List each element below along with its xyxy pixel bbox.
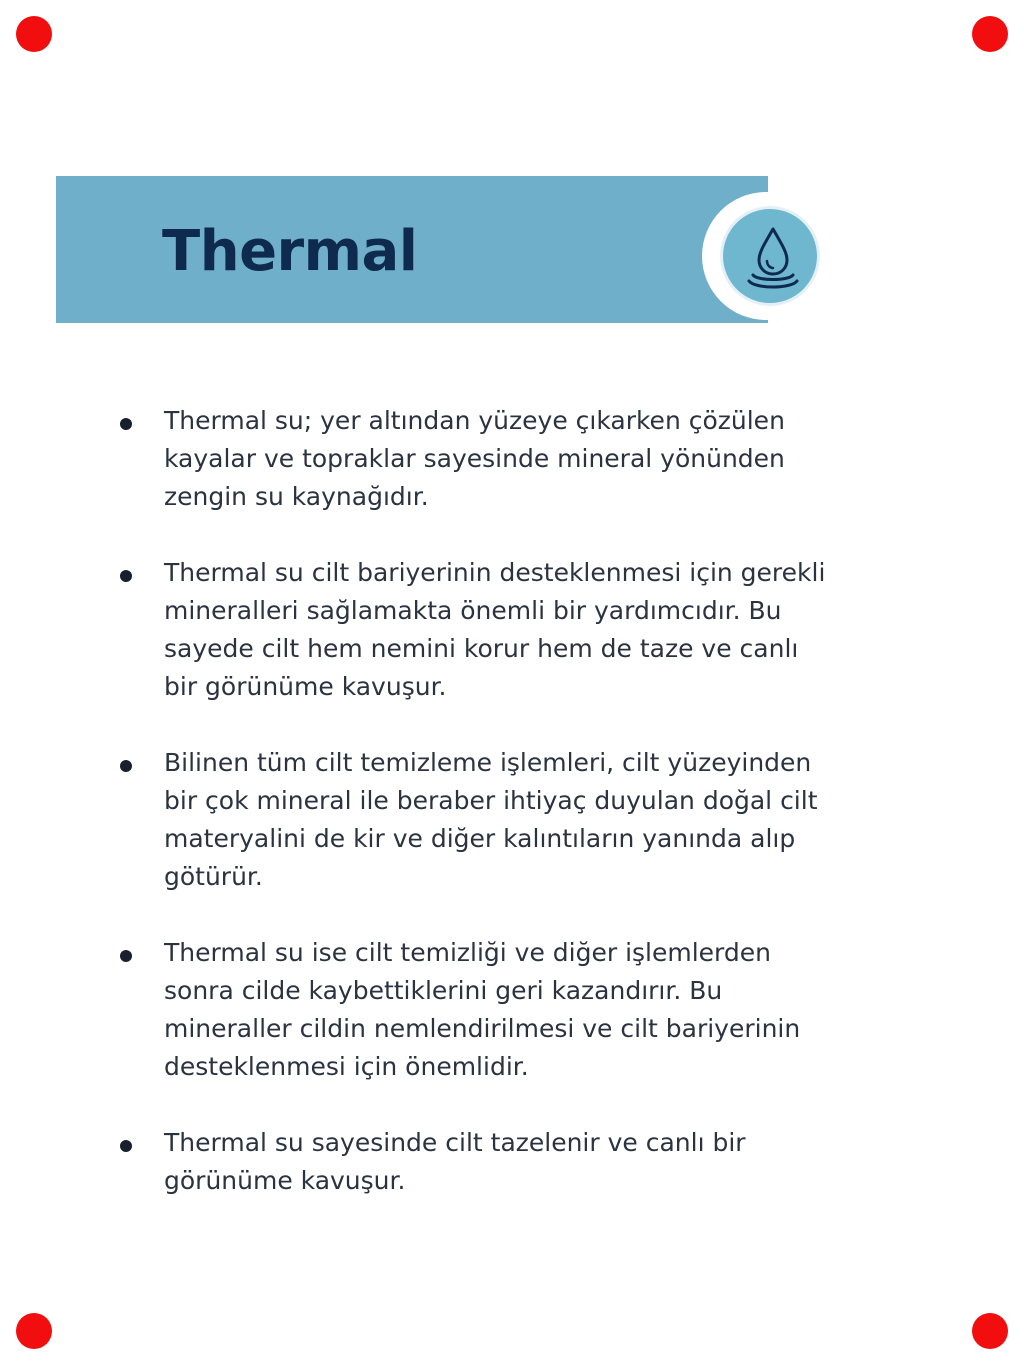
list-item <box>114 934 874 1086</box>
header-band <box>56 176 768 323</box>
bullet-icon <box>120 1140 132 1152</box>
bullet-text: Thermal su sayesinde cilt tazelenir ve canlı bir görünüme kavuşur. <box>164 1128 746 1195</box>
list-item <box>114 1124 874 1200</box>
badge-circle <box>720 206 820 306</box>
bullet-text: Thermal su cilt bariyerinin desteklenmesi için gerekli mineralleri sağlamakta önemli bir yardımcıdır. Bu sayede cilt hem nemini korur hem de taze ve canlı bir görünüme kavuşur. <box>164 558 826 701</box>
bullet-icon <box>120 570 132 582</box>
list-item <box>114 744 874 896</box>
bullet-text: Bilinen tüm cilt temizleme işlemleri, cilt yüzeyinden bir çok mineral ile beraber ihtiyaç duyulan doğal cilt materyalini de kir ve diğer kalıntıların yanında alıp götürür. <box>164 748 818 891</box>
bullet-icon <box>120 760 132 772</box>
header-badge <box>702 192 830 320</box>
bullet-text: Thermal su; yer altından yüzeye çıkarken çözülen kayalar ve topraklar sayesinde mineral yönünden zengin su kaynağıdır. <box>164 406 785 511</box>
corner-marker-top-right <box>972 16 1008 52</box>
page-title: Thermal <box>162 219 418 284</box>
corner-marker-top-left <box>16 16 52 52</box>
bullet-list <box>114 402 874 1238</box>
bullet-icon <box>120 418 132 430</box>
list-item <box>114 554 874 706</box>
bullet-icon <box>120 950 132 962</box>
water-drop-icon <box>743 223 803 293</box>
corner-marker-bottom-right <box>972 1313 1008 1349</box>
bullet-text: Thermal su ise cilt temizliği ve diğer işlemlerden sonra cilde kaybettiklerini geri kazandırır. Bu mineraller cildin nemlendirilmesi ve cilt bariyerinin desteklenmesi için önemlidir. <box>164 938 801 1081</box>
list-item <box>114 402 874 516</box>
corner-marker-bottom-left <box>16 1313 52 1349</box>
